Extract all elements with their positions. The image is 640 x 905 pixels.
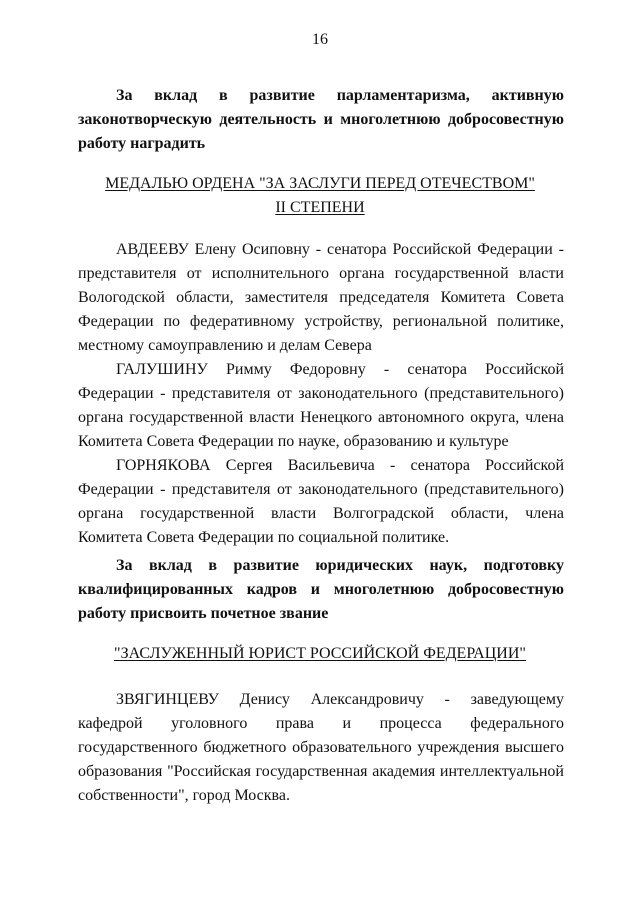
page-number: 16 (312, 31, 328, 48)
person-zvyagintsev: ЗВЯГИНЦЕВУ Денису Александровичу - заведующему кафедрой уголовного права и процесса федерального государственного бюджетного образовательного учреждения высшего образования "Российская государственная академия интеллектуальной собственности", город Москва. (78, 691, 564, 804)
section2-persons (78, 688, 564, 808)
person-gornyakov: ГОРНЯКОВА Сергея Васильевича - сенатора Российской Федерации - представителя от законодательного (представительного) органа государственной власти Волгоградской области, члена Комитета Совета Федерации по социальной политике. (78, 457, 564, 546)
section1-award-line1 (0, 172, 640, 196)
award-medal-degree: II СТЕПЕНИ (275, 199, 365, 216)
person-avdeeva: АВДЕЕВУ Елену Осиповну - сенатора Российской Федерации - представителя от исполнительного органа государственной власти Вологодской области, заместителя председателя Комитета Совета Федерации по федеративному устройству, региональной политике, местному самоуправлению и делам Севера (78, 241, 564, 354)
section1-award-line2 (0, 196, 640, 220)
person-galushina: ГАЛУШИНУ Римму Федоровну - сенатора Российской Федерации - представителя от законодательного (представительного) органа государственной власти Ненецкого автономного округа, члена Комитета Совета Федерации по науке, образованию и культуре (78, 361, 564, 450)
award-medal-title: МЕДАЛЬЮ ОРДЕНА "ЗА ЗАСЛУГИ ПЕРЕД ОТЕЧЕСТВОМ" (105, 175, 535, 192)
section1-intro-block (78, 84, 564, 156)
section1-persons (78, 238, 564, 550)
section2-intro: За вклад в развитие юридических наук, подготовку квалифицированных кадров и многолетнюю добросовестную работу присвоить почетное звание (78, 557, 564, 622)
section1-intro: За вклад в развитие парламентаризма, активную законотворческую деятельность и многолетнюю добросовестную работу наградить (78, 87, 564, 152)
section2-intro-block (78, 554, 564, 626)
award-honorary-title: "ЗАСЛУЖЕННЫЙ ЮРИСТ РОССИЙСКОЙ ФЕДЕРАЦИИ" (114, 645, 526, 662)
section2-award-title (0, 642, 640, 666)
